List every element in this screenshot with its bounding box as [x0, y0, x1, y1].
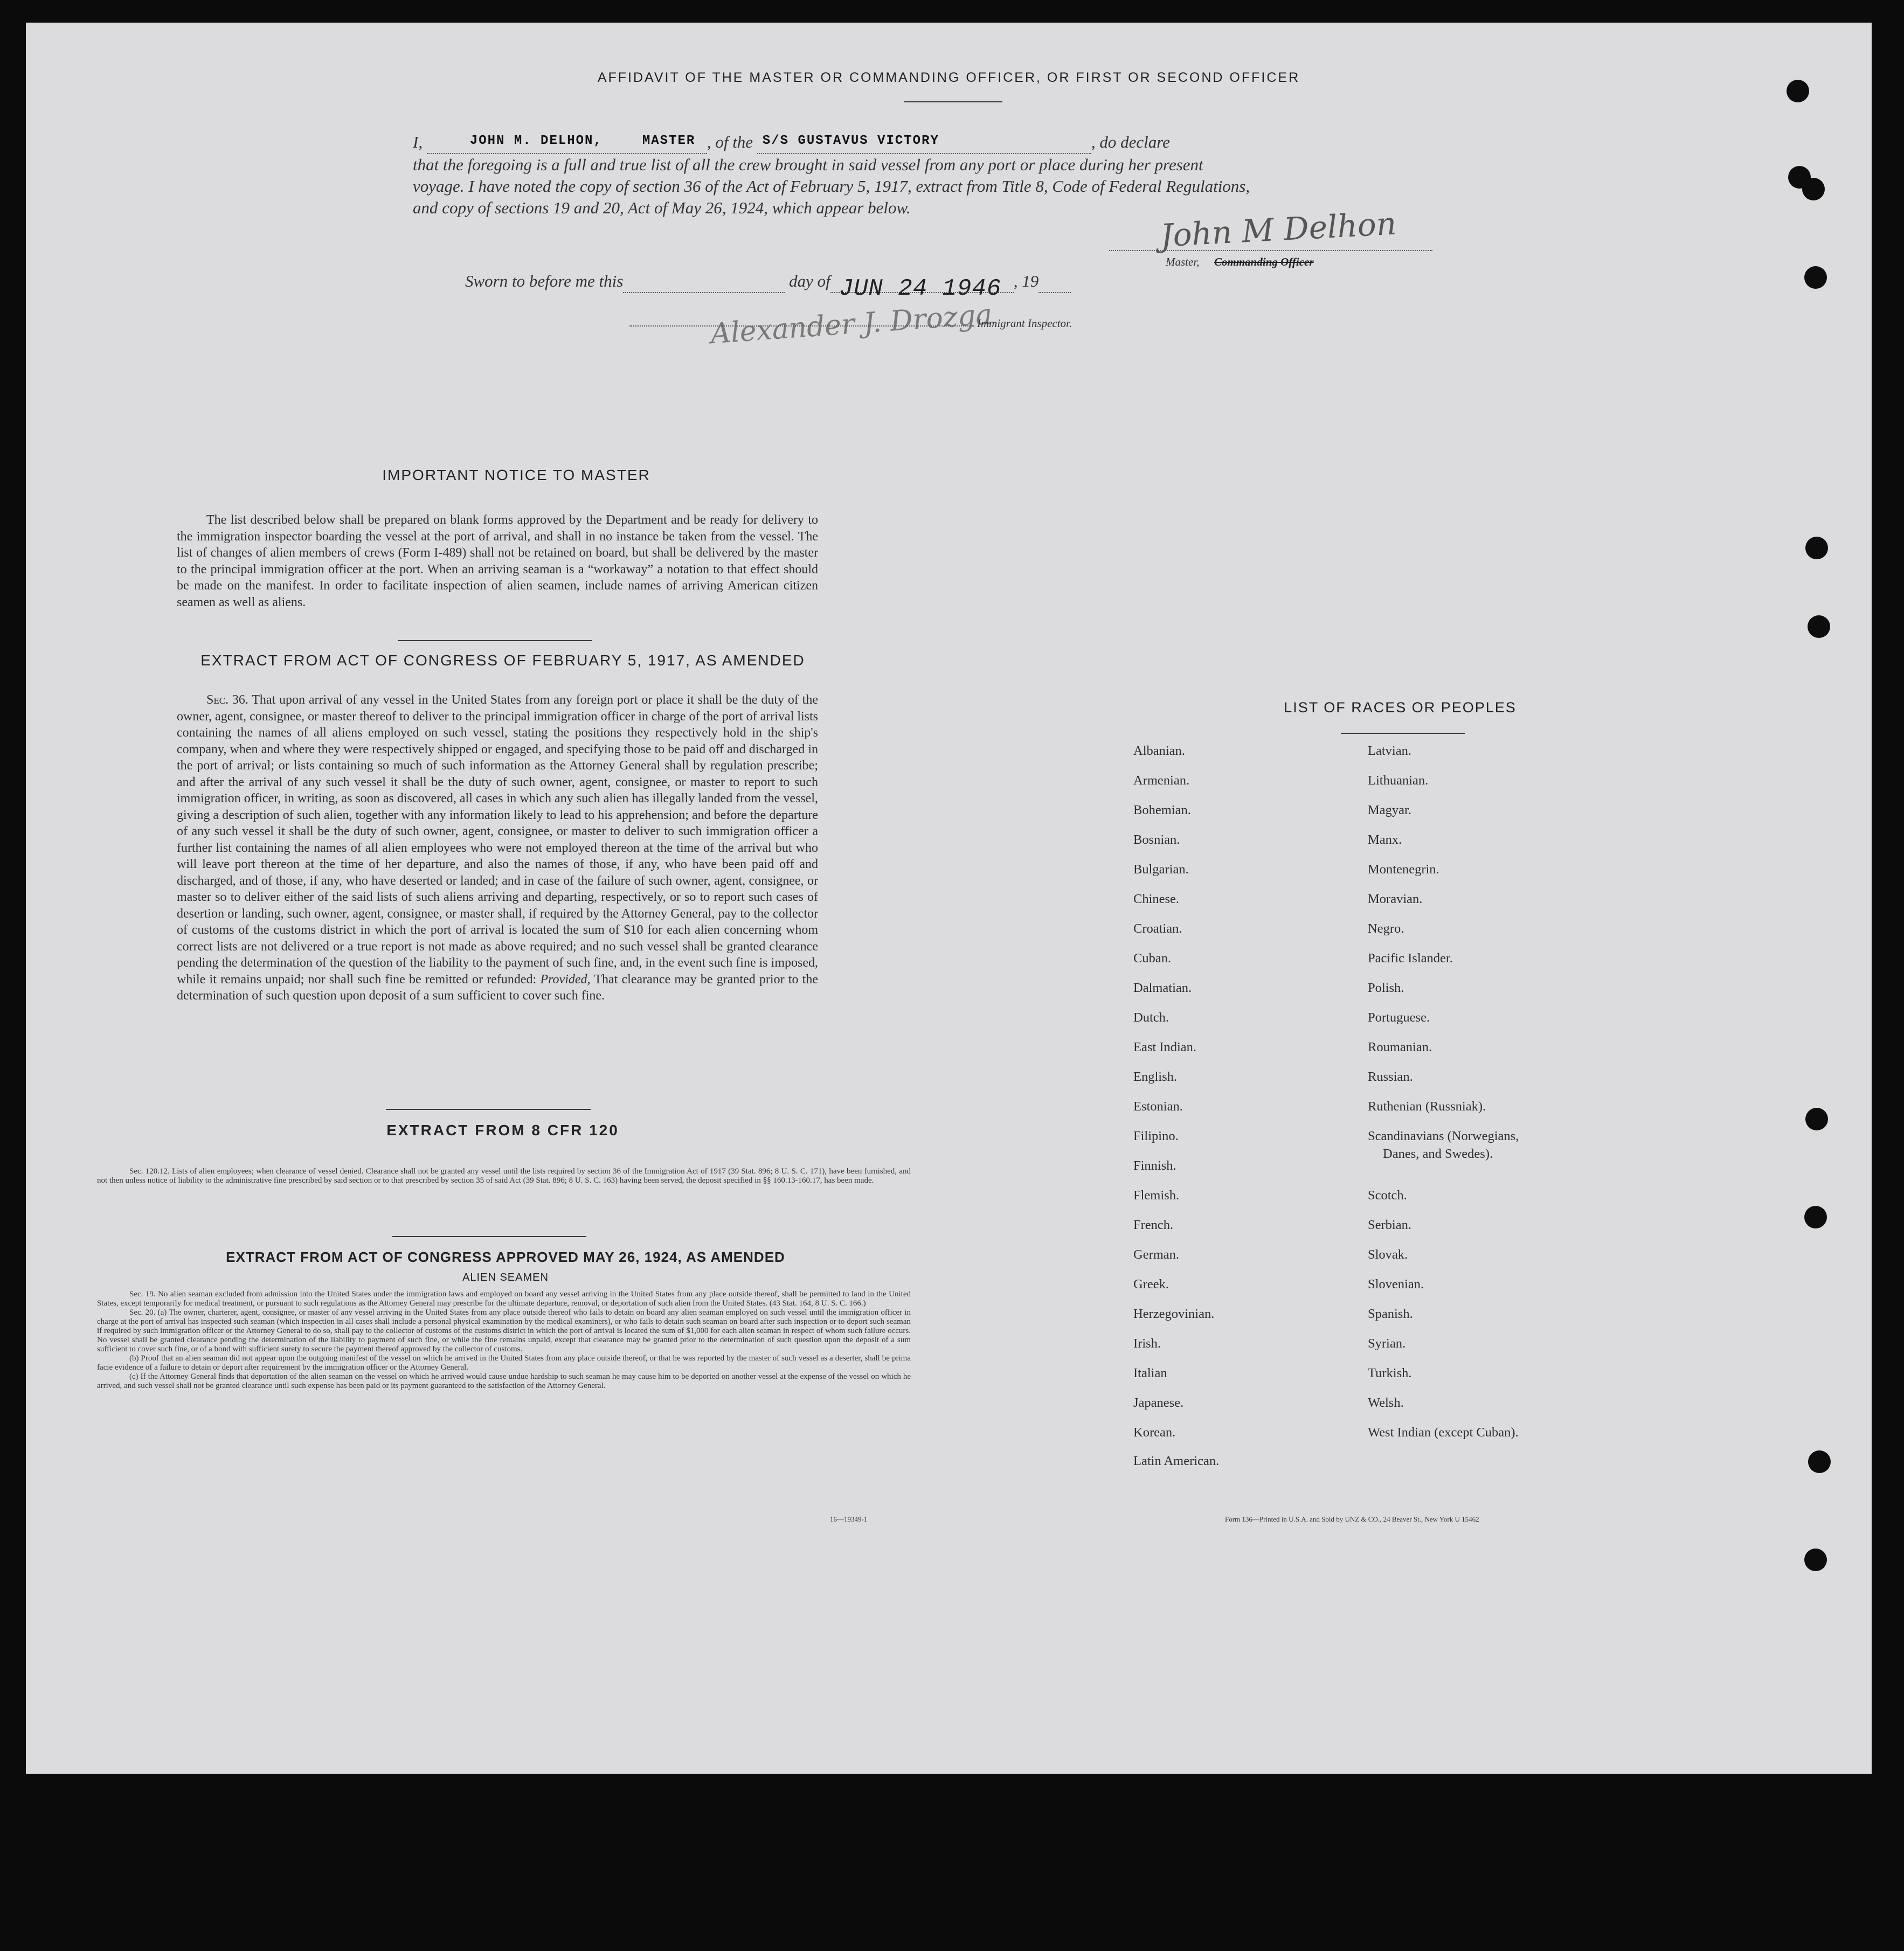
master-name: JOHN M. DELHON, [469, 134, 603, 148]
provided-label: Provided, [540, 972, 591, 987]
sworn-line [465, 270, 1166, 302]
alien-seamen-subtitle: ALIEN SEAMEN [462, 1272, 549, 1283]
punch-hole [1804, 1549, 1827, 1571]
race-item: Russian. [1368, 1070, 1413, 1084]
race-item: Moravian. [1368, 892, 1423, 906]
race-item: Dalmatian. [1133, 981, 1192, 995]
race-item: Chinese. [1133, 892, 1180, 906]
vessel-field [757, 131, 1091, 154]
punch-hole [1808, 1450, 1831, 1473]
sworn-day-field [623, 270, 785, 293]
race-item: Roumanian. [1368, 1040, 1432, 1054]
year-label: , 19 [1013, 272, 1039, 290]
affidavit-line-4: and copy of sections 19 and 20, Act of May 26, 1924, which appear below. [413, 198, 911, 217]
extract-1924-title: EXTRACT FROM ACT OF CONGRESS APPROVED MAY 26, 1924, AS AMENDED [226, 1249, 785, 1265]
notice-rule [398, 640, 592, 641]
race-item: Armenian. [1133, 773, 1190, 788]
inspector-signature-line [629, 325, 974, 327]
race-item: Flemish. [1133, 1188, 1180, 1203]
race-item: Ruthenian (Russniak). [1368, 1099, 1486, 1114]
sec-36-label: Sec. 36. [206, 693, 248, 707]
extract-cfr-text: Sec. 120.12. Lists of alien employees; when clearance of vessel denied. Clearance shall not be granted any vessel until the lists required by section 36 of the Immigration Act of 1917 (39 Stat. 896; 8 U. S. C. 171), have been furnished, and not then unless notice of liability to the administrative fine prescribed by said section or to that prescribed by section 35 of said Act (39 Stat. 896; 8 U. S. C. 163) having been served, the deposit specified in §§ 160.13-160.17, has been made. [97, 1167, 911, 1185]
extract-cfr-rule [392, 1236, 586, 1237]
race-item: Pacific Islander. [1368, 951, 1453, 966]
race-item: Slovak. [1368, 1247, 1408, 1262]
notice-title: IMPORTANT NOTICE TO MASTER [382, 467, 650, 483]
sworn-label: Sworn to before me this [465, 272, 624, 290]
race-item: Scotch. [1368, 1188, 1407, 1203]
race-item: Manx. [1368, 832, 1402, 847]
year-field [1038, 270, 1071, 293]
form-number: 16—19349-1 [830, 1515, 868, 1523]
affidavit-line-1 [413, 131, 1469, 154]
sec-20a-text: Sec. 20. (a) The owner, charterer, agent, consignee, or master of any vessel arriving in the United States from any place outside thereof who fails to detain on board any alien seaman employed on such vessel until the immigration officer in charge at the port of arrival has inspected such seaman (which inspection in all cases shall include a personal physical examination by the medical examiners), or who fails to detain such seaman on board after such inspection or to deport such seaman if required by such immigration officer or the Attorney General to do so, shall pay to the collector of customs of the customs district in which the port of arrival is located the sum of $1,000 for each alien seaman in respect of whom such failure occurs. No vessel shall be granted clearance pending the determination of the liability to payment of such fine, or while the fine remains unpaid, except that clearance may be granted prior to the determination of such question upon the deposit of a sum sufficient to cover such fine, or of a bond with sufficient surety to secure the payment thereof approved by the collector of customs. [97, 1308, 911, 1353]
race-item: Welsh. [1368, 1395, 1404, 1410]
master-signature: John M Delhon [1159, 205, 1397, 254]
race-item: Latin American. [1133, 1454, 1220, 1468]
inspector-signature: Alexander J. Drozga [709, 298, 994, 351]
race-item: Cuban. [1133, 951, 1172, 966]
race-item: Spanish. [1368, 1307, 1413, 1321]
notice-text: The list described below shall be prepared on blank forms approved by the Department and be ready for delivery to the immigration inspector boarding the vessel at the port of arrival, and shall in no instance be taken from the vessel. The list of changes of alien members of crews (Form I-489) shall not be retained on board, but shall be delivered by the master to the principal immigration officer at the port. When an arriving seaman is a “workaway” a notation to that effect should be made on the manifest. In order to facilitate inspection of alien seamen, include names of arriving American citizen seamen as well as aliens. [177, 513, 818, 609]
race-item: French. [1133, 1218, 1174, 1232]
race-item: East Indian. [1133, 1040, 1197, 1054]
race-item: Slovenian. [1368, 1277, 1424, 1292]
master-struck-label: Commanding Officer [1214, 255, 1314, 268]
sec-36-body: That upon arrival of any vessel in the United States from any foreign port or place it shall be the duty of the owner, agent, consignee, or master thereof to deliver to the principal immigration officer in charge of the port of arrival lists containing the names of all aliens employed on such vessel, stating the positions they respectively hold in the ship's company, when and where they were respectively shipped or engaged, and specifying those to be paid off and discharged in the port of arrival; or lists containing so much of such information as the Attorney General shall by regulation prescribe; and after the arrival of any such vessel it shall be the duty of such owner, agent, consignee, or master to report to such immigration officer, in writing, as soon as discovered, all cases in which any such alien has illegally landed from the vessel, giving a description of such alien, together with any information likely to lead to his apprehension; and before the departure of any such vessel it shall be the duty of such owner, agent, consignee, or master to deliver to such immigration officer a further list containing the names of all alien employees who were not employed thereon at the time of the arrival but who will leave port thereon at the time of her departure, and also the names of those, if any, who have been paid off and discharged, and of those, if any, who have deserted or landed; and in case of the failure of such owner, agent, consignee, or master so to deliver either of the said lists of such aliens arriving and departing, respectively, or so to report such cases of desertion or landing, such owner, agent, consignee, or master shall, if required by the Attorney General, pay to the collector of customs of the customs district in which the port of arrival is located the sum of $10 for each alien concerning whom correct lists are not delivered or a true report is not made as above required; and no such vessel shall be granted clearance pending the determination of the question of the liability to the payment of such fine, and, in the event such fine is imposed, while it remains unpaid; nor shall such fine be remitted or refunded: [177, 693, 818, 987]
extract-1924-text [97, 1290, 911, 1391]
affidavit-title: AFFIDAVIT OF THE MASTER OR COMMANDING OFFICER, OR FIRST OR SECOND OFFICER [597, 70, 1300, 85]
name-field [427, 131, 707, 154]
race-item: Magyar. [1368, 803, 1411, 817]
date-field [830, 270, 1014, 302]
race-item: Syrian. [1368, 1336, 1406, 1351]
race-item: Latvian. [1368, 744, 1411, 758]
punch-hole [1787, 80, 1809, 102]
extract-1917-title: EXTRACT FROM ACT OF CONGRESS OF FEBRUARY 5, 1917, AS AMENDED [200, 652, 805, 669]
race-item: English. [1133, 1070, 1177, 1084]
vessel-name: S/S GUSTAVUS VICTORY [762, 134, 939, 148]
race-item: West Indian (except Cuban). [1368, 1425, 1519, 1440]
race-item: Serbian. [1368, 1218, 1411, 1232]
affidavit-line-3: voyage. I have noted the copy of section 36 of the Act of February 5, 1917, extract from Title 8, Code of Federal Regulations, [413, 177, 1250, 196]
race-item: Scandinavians (Norwegians, [1368, 1129, 1519, 1143]
race-item: Herzegovinian. [1133, 1307, 1215, 1321]
punch-hole [1804, 1206, 1827, 1228]
race-item: Bulgarian. [1133, 862, 1189, 877]
sec-19-text: Sec. 19. No alien seaman excluded from admission into the United States under the immigration laws and employed on board any vessel arriving in the United States from any place outside thereof, shall be permitted to land in the United States, except temporarily for medical treatment, or pursuant to such regulations as the Attorney General may prescribe for the ultimate departure, removal, or deportation of such alien from the United States. (43 Stat. 164, 8 U. S. C. 166.) [97, 1290, 911, 1308]
race-item: Greek. [1133, 1277, 1169, 1292]
race-item: Korean. [1133, 1425, 1176, 1440]
of-the-label: , of the [707, 133, 753, 151]
day-of-label: day of [789, 272, 830, 290]
inspector-label: Immigrant Inspector. [977, 317, 1072, 330]
master-signature-line [1109, 250, 1432, 251]
sec-36-end: That clearance may be granted prior to the determination of such question upon deposit of a sum sufficient to cover such fine. [177, 972, 818, 1003]
race-item: Albanian. [1133, 744, 1185, 758]
date-stamp: JUN 24 1946 [839, 275, 1002, 302]
race-item: Finnish. [1133, 1158, 1176, 1173]
race-item: Dutch. [1133, 1010, 1169, 1025]
punch-hole [1804, 266, 1827, 289]
punch-hole [1808, 615, 1830, 638]
sec-20c-text: (c) If the Attorney General finds that deportation of the alien seaman on the vessel on which he arrived would cause undue hardship to such seaman he may cause him to be deported on another vessel at the expense of the vessel on which he arrived, and such vessel shall not be granted clearance until such expense has been paid or its payment guaranteed to the satisfaction of the Attorney General. [97, 1372, 911, 1390]
race-item: Danes, and Swedes). [1383, 1147, 1493, 1161]
punch-hole [1802, 178, 1825, 200]
races-left-column [1133, 744, 1349, 1509]
document-page [26, 23, 1872, 1774]
races-rule [1341, 733, 1465, 734]
extract-cfr-title: EXTRACT FROM 8 CFR 120 [386, 1122, 619, 1138]
printer-footer: Form 136—Printed in U.S.A. and Sold by UNZ & CO., 24 Beaver St., New York U 15462 [1225, 1515, 1479, 1523]
master-label: Master, [1166, 255, 1200, 268]
races-right-column [1368, 744, 1648, 1509]
sec-20b-text: (b) Proof that an alien seaman did not appear upon the outgoing manifest of the vessel on which he arrived in the United States from any place outside thereof, or that he was reported by the master of such vessel as a deserter, shall be prima facie evidence of a failure to detain or deport after requirement by the immigration officer or the Attorney General. [97, 1354, 911, 1372]
extract-1917-text [177, 692, 818, 1004]
race-item: Montenegrin. [1368, 862, 1439, 877]
race-item: Bohemian. [1133, 803, 1191, 817]
race-item: Lithuanian. [1368, 773, 1429, 788]
race-item: Irish. [1133, 1336, 1161, 1351]
affidavit-line-2: that the foregoing is a full and true list of all the crew brought in said vessel from any port or place during her present [413, 155, 1203, 174]
do-declare-label: , do declare [1091, 133, 1170, 151]
race-item: Italian [1133, 1366, 1167, 1380]
master-rank: MASTER [642, 134, 696, 148]
race-item: Portuguese. [1368, 1010, 1430, 1025]
race-item: German. [1133, 1247, 1180, 1262]
extract-1917-rule [386, 1109, 591, 1110]
races-title: LIST OF RACES OR PEOPLES [1284, 699, 1517, 716]
i-label: I, [413, 133, 423, 151]
punch-hole [1805, 1108, 1828, 1130]
race-item: Filipino. [1133, 1129, 1179, 1143]
race-item: Estonian. [1133, 1099, 1183, 1114]
race-item: Croatian. [1133, 921, 1182, 936]
title-rule [904, 101, 1002, 102]
race-item: Turkish. [1368, 1366, 1412, 1380]
race-item: Negro. [1368, 921, 1404, 936]
race-item: Polish. [1368, 981, 1404, 995]
race-item: Japanese. [1133, 1395, 1184, 1410]
race-item: Bosnian. [1133, 832, 1180, 847]
punch-hole [1805, 537, 1828, 559]
